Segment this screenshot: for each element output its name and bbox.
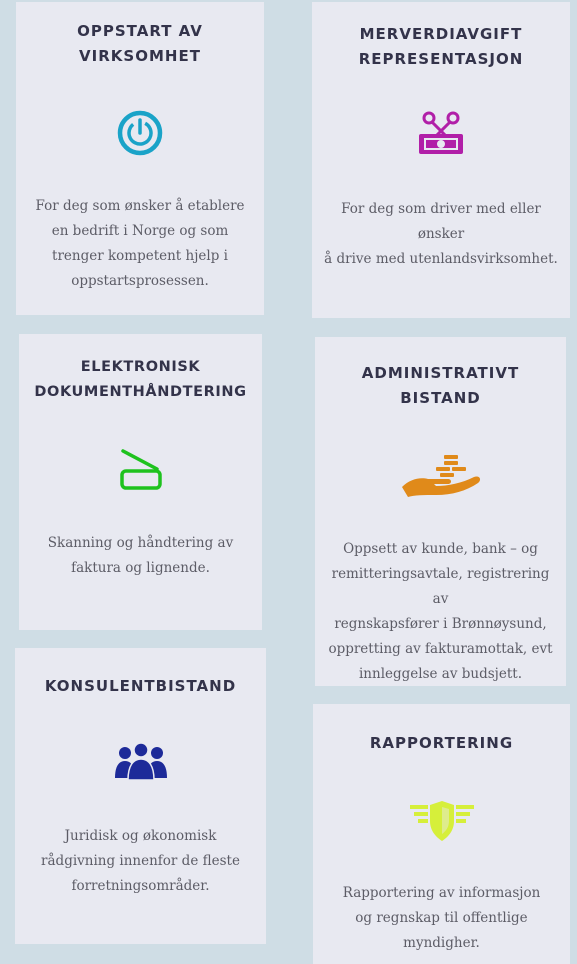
service-card-merverdiavgift[interactable] — [312, 2, 570, 318]
card-title: ADMINISTRATIVT BISTAND — [361, 364, 520, 407]
card-title: KONSULENTBISTAND — [44, 677, 237, 695]
service-card-rapportering[interactable] — [313, 704, 570, 964]
service-card-oppstart[interactable] — [16, 2, 264, 315]
card-title: RAPPORTERING — [369, 734, 514, 752]
card-description: Skanning og håndtering av faktura og lignende. — [47, 535, 234, 576]
winged-shield-icon — [408, 799, 476, 843]
people-group-icon — [113, 742, 169, 782]
money-scissors-icon — [415, 110, 467, 158]
card-description: For deg som ønsker å etablere en bedrift i Norge og som trenger kompetent hjelp i oppstartsprosessen. — [35, 198, 245, 289]
card-description: Rapportering av informasjon og regnskap til offentlige myndigher. — [342, 885, 541, 951]
card-title: ELEKTRONISK DOKUMENTHÅNDTERING — [34, 359, 247, 400]
service-card-dokumenthandtering[interactable] — [19, 334, 262, 630]
card-description: Oppsett av kunde, bank – og remitteringsavtale, registrering av regnskapsfører i Brønnøysund, oppretting av fakturamottak, evt innleggelse av budsjett. — [328, 541, 553, 682]
service-card-administrativt[interactable] — [315, 337, 566, 686]
hand-coins-icon — [400, 453, 482, 497]
scanner-icon — [119, 447, 163, 493]
card-description: Juridisk og økonomisk rådgivning innenfor de fleste forretningsområder. — [41, 828, 240, 894]
card-title: OPPSTART AV VIRKSOMHET — [77, 22, 203, 65]
power-icon — [116, 109, 164, 157]
card-title: MERVERDIAVGIFT REPRESENTASJON — [358, 25, 524, 68]
service-card-konsulentbistand[interactable] — [15, 648, 266, 944]
card-description: For deg som driver med eller ønsker å drive med utenlandsvirksomhet. — [324, 201, 558, 267]
